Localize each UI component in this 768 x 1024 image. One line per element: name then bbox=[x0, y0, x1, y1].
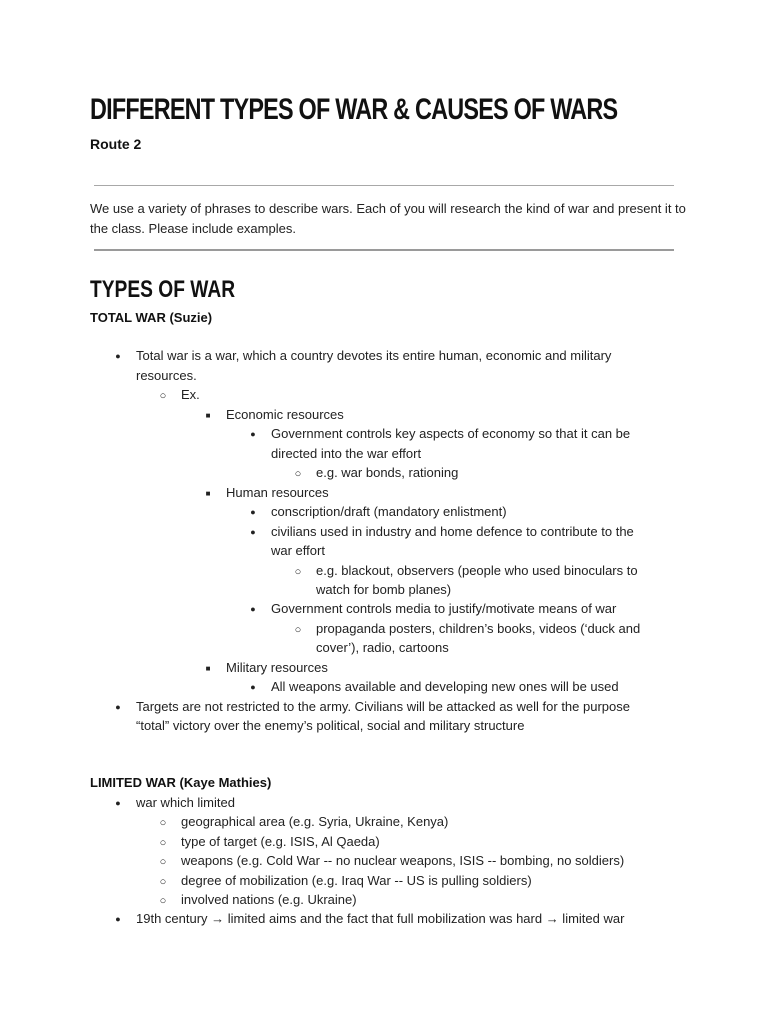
list-item: 19th century → limited aims and the fact that full mobilization was hard → limited war bbox=[136, 911, 625, 926]
list-item: Government controls key aspects of economy so that it can be bbox=[271, 426, 631, 441]
list-item: All weapons available and developing new ones will be used bbox=[271, 679, 619, 694]
list-item: resources. bbox=[136, 368, 197, 383]
list-item: civilians used in industry and home defence to contribute to the bbox=[271, 524, 634, 539]
list-item: e.g. war bonds, rationing bbox=[316, 465, 459, 480]
document-subtitle: Route 2 bbox=[90, 136, 142, 152]
list-item: Economic resources bbox=[226, 407, 344, 422]
list-item: Government controls media to justify/motivate means of war bbox=[271, 601, 617, 616]
list-item: geographical area (e.g. Syria, Ukraine, Kenya) bbox=[181, 814, 449, 829]
document-title: DIFFERENT TYPES OF WAR & CAUSES OF WARS bbox=[90, 93, 618, 126]
list-item: weapons (e.g. Cold War -- no nuclear weapons, ISIS -- bombing, no soldiers) bbox=[181, 853, 625, 868]
bullet-circle bbox=[156, 812, 170, 834]
bullet-disc bbox=[111, 909, 125, 931]
divider-top bbox=[94, 185, 674, 186]
list-item: cover’), radio, cartoons bbox=[316, 640, 449, 655]
list-item: Human resources bbox=[226, 485, 329, 500]
bullet-circle bbox=[291, 619, 305, 641]
list-item: type of target (e.g. ISIS, Al Qaeda) bbox=[181, 834, 380, 849]
bullet-disc bbox=[246, 424, 260, 446]
bullet-disc bbox=[246, 522, 260, 544]
list-item: Military resources bbox=[226, 660, 328, 675]
divider-bottom bbox=[94, 249, 674, 251]
bullet-square bbox=[201, 658, 215, 680]
list-item: watch for bomb planes) bbox=[316, 582, 452, 597]
bullet-disc bbox=[246, 599, 260, 621]
list-item: “total” victory over the enemy’s political, social and military structure bbox=[136, 718, 525, 733]
limited-war-heading: LIMITED WAR (Kaye Mathies) bbox=[90, 775, 272, 790]
list-item: war which limited bbox=[136, 795, 235, 810]
bullet-circle bbox=[156, 385, 170, 407]
list-item: directed into the war effort bbox=[271, 446, 422, 461]
list-item: Ex. bbox=[181, 387, 200, 402]
list-item: involved nations (e.g. Ukraine) bbox=[181, 892, 357, 907]
bullet-square bbox=[201, 483, 215, 505]
bullet-disc bbox=[111, 346, 125, 368]
bullet-circle bbox=[156, 851, 170, 873]
bullet-disc bbox=[111, 793, 125, 815]
list-item: Total war is a war, which a country devotes its entire human, economic and military bbox=[136, 348, 612, 363]
bullet-disc bbox=[246, 677, 260, 699]
list-item: e.g. blackout, observers (people who used binoculars to bbox=[316, 563, 638, 578]
bullet-circle bbox=[291, 463, 305, 485]
bullet-square bbox=[201, 405, 215, 427]
bullet-disc bbox=[246, 502, 260, 524]
total-war-heading: TOTAL WAR (Suzie) bbox=[90, 310, 213, 325]
list-item: degree of mobilization (e.g. Iraq War -- US is pulling soldiers) bbox=[181, 873, 532, 888]
list-item: Targets are not restricted to the army. Civilians will be attacked as well for the purpose bbox=[136, 699, 630, 714]
bullet-circle bbox=[291, 561, 305, 583]
list-item: war effort bbox=[271, 543, 325, 558]
intro-paragraph: We use a variety of phrases to describe wars. Each of you will research the kind of war and present it to the class. Please include examples. bbox=[90, 201, 686, 236]
types-of-war-heading: TYPES OF WAR bbox=[90, 276, 236, 303]
list-item: propaganda posters, children’s books, videos (‘duck and bbox=[316, 621, 641, 636]
list-item: conscription/draft (mandatory enlistment) bbox=[271, 504, 507, 519]
bullet-disc bbox=[111, 697, 125, 719]
